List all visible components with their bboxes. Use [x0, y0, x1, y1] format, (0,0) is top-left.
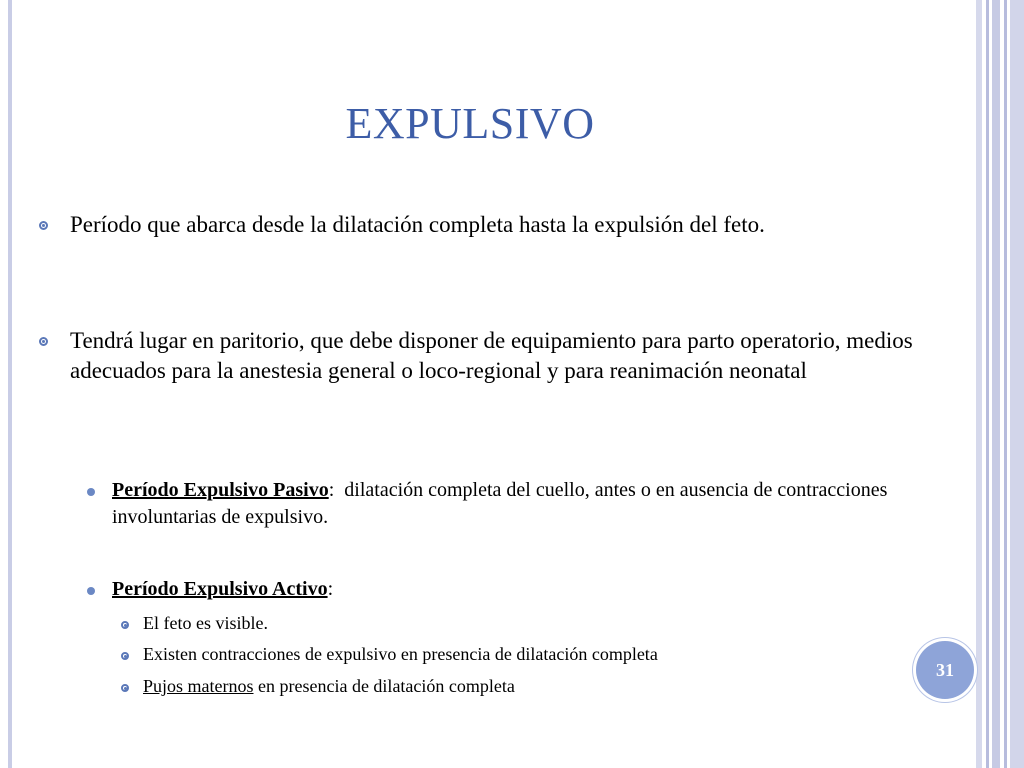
bullet-text: Tendrá lugar en paritorio, que debe disponer de equipamiento para parto operatorio, medios adecuados para la anestesia general o loco-regional y para reanimación neonatal	[70, 328, 913, 383]
ring-bullet-icon	[121, 684, 129, 692]
ring-bullet-icon	[121, 621, 129, 629]
right-border-stripe	[1004, 0, 1007, 768]
sub-bullet-text	[112, 576, 912, 603]
right-border-stripe	[986, 0, 989, 768]
sub-bullet-label: Período Expulsivo Pasivo	[112, 479, 329, 501]
sub-sub-bullet-text: Existen contracciones de expulsivo en presencia de dilatación completa	[143, 644, 658, 664]
sub-sub-bullet-text	[143, 674, 913, 699]
sub-bullet-text	[112, 477, 912, 531]
sub-bullet-label: Período Expulsivo Activo	[112, 578, 328, 600]
bullet-text: Período que abarca desde la dilatación completa hasta la expulsión del feto.	[70, 212, 765, 237]
right-border-stripe	[992, 0, 1000, 768]
dot-bullet-icon	[87, 488, 95, 496]
ring-bullet-icon	[39, 221, 48, 230]
right-border-stripe	[976, 0, 982, 768]
ring-bullet-icon	[39, 337, 48, 346]
sub-bullet-separator: :	[327, 578, 334, 600]
slide-title: EXPULSIVO	[345, 99, 595, 148]
right-border-stripe	[1010, 0, 1024, 768]
sub-bullet-separator: :	[328, 479, 335, 501]
sub-bullet-body: dilatación completa del cuello, antes o en ausencia de contracciones involuntarias de expulsivo.	[112, 479, 893, 528]
page-number-badge: 31	[916, 641, 974, 699]
dot-bullet-icon	[87, 587, 95, 595]
sub-sub-bullet-label: Pujos maternos	[143, 676, 254, 696]
sub-sub-bullet-text: El feto es visible.	[143, 613, 268, 633]
sub-sub-bullet-body: en presencia de dilatación completa	[253, 676, 515, 696]
ring-bullet-icon	[121, 652, 129, 660]
